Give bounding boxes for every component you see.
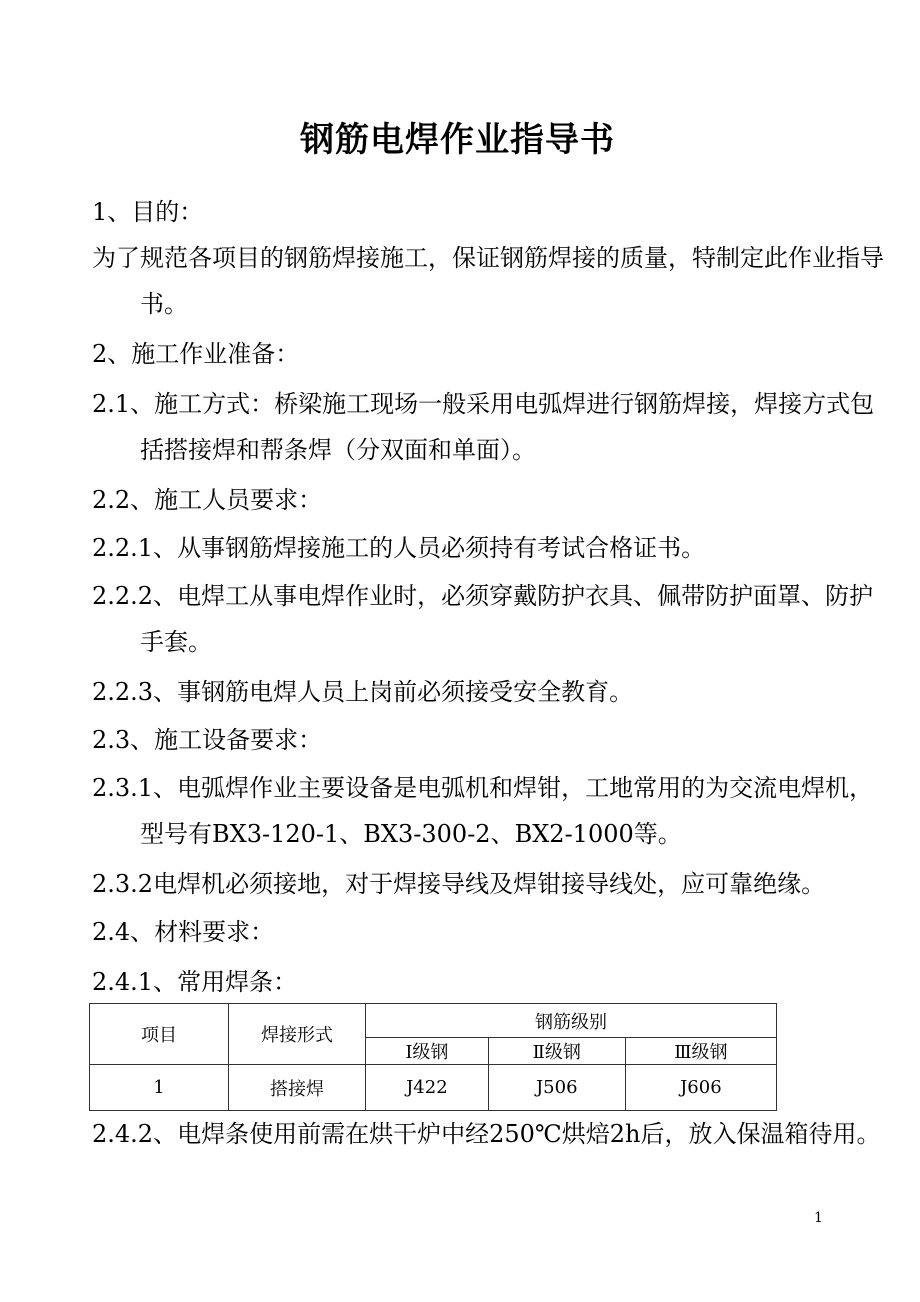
header-steel-grade: 钢筋级别 (366, 1004, 777, 1038)
paragraph: 2.3.1、电弧焊作业主要设备是电弧机和焊钳，工地常用的为交流电焊机， (92, 774, 874, 802)
paragraph: 2.2.3、事钢筋电焊人员上岗前必须接受安全教育。 (92, 678, 634, 706)
heading-personnel: 2.2、施工人员要求： (92, 486, 323, 514)
header-item: 项目 (90, 1004, 229, 1065)
cell-weld-form: 搭接焊 (229, 1065, 366, 1111)
paragraph: 2.4.2、电焊条使用前需在烘干炉中经250℃烘焙2h后，放入保温箱待用。 (92, 1120, 881, 1148)
paragraph-cont: 手套。 (140, 628, 212, 656)
paragraph-cont: 型号有BX3-120-1、BX3-300-2、BX2-1000等。 (140, 820, 682, 848)
cell-grade-1: J422 (366, 1065, 489, 1111)
cell-grade-2: J506 (488, 1065, 625, 1111)
cell-item: 1 (90, 1065, 229, 1111)
electrode-table (89, 1003, 777, 1111)
paragraph-cont: 括搭接焊和帮条焊（分双面和单面）。 (140, 436, 536, 464)
table-row (90, 1065, 777, 1111)
page-number: 1 (814, 1210, 823, 1226)
paragraph: 2.3.2电焊机必须接地，对于焊接导线及焊钳接导线处，应可靠绝缘。 (92, 870, 826, 898)
header-grade-2: Ⅱ级钢 (488, 1038, 625, 1065)
cell-grade-3: J606 (625, 1065, 776, 1111)
heading-equipment: 2.3、施工设备要求： (92, 726, 323, 754)
paragraph: 2.4.1、常用焊条： (92, 968, 298, 996)
paragraph: 2.1、施工方式：桥梁施工现场一般采用电弧焊进行钢筋焊接，焊接方式包 (92, 390, 875, 418)
heading-materials: 2.4、材料要求： (92, 918, 275, 946)
document-title: 钢筋电焊作业指导书 (300, 120, 615, 160)
paragraph-cont: 书。 (140, 290, 188, 318)
paragraph: 为了规范各项目的钢筋焊接施工，保证钢筋焊接的质量，特制定此作业指导 (92, 244, 884, 272)
paragraph: 2.2.1、从事钢筋焊接施工的人员必须持有考试合格证书。 (92, 534, 706, 562)
heading-preparation: 2、施工作业准备： (92, 340, 300, 368)
header-weld-form: 焊接形式 (229, 1004, 366, 1065)
paragraph: 2.2.2、电焊工从事电焊作业时，必须穿戴防护衣具、佩带防护面罩、防护 (92, 582, 874, 610)
heading-purpose: 1、目的： (92, 198, 204, 226)
header-grade-3: Ⅲ级钢 (625, 1038, 776, 1065)
header-grade-1: Ⅰ级钢 (366, 1038, 489, 1065)
